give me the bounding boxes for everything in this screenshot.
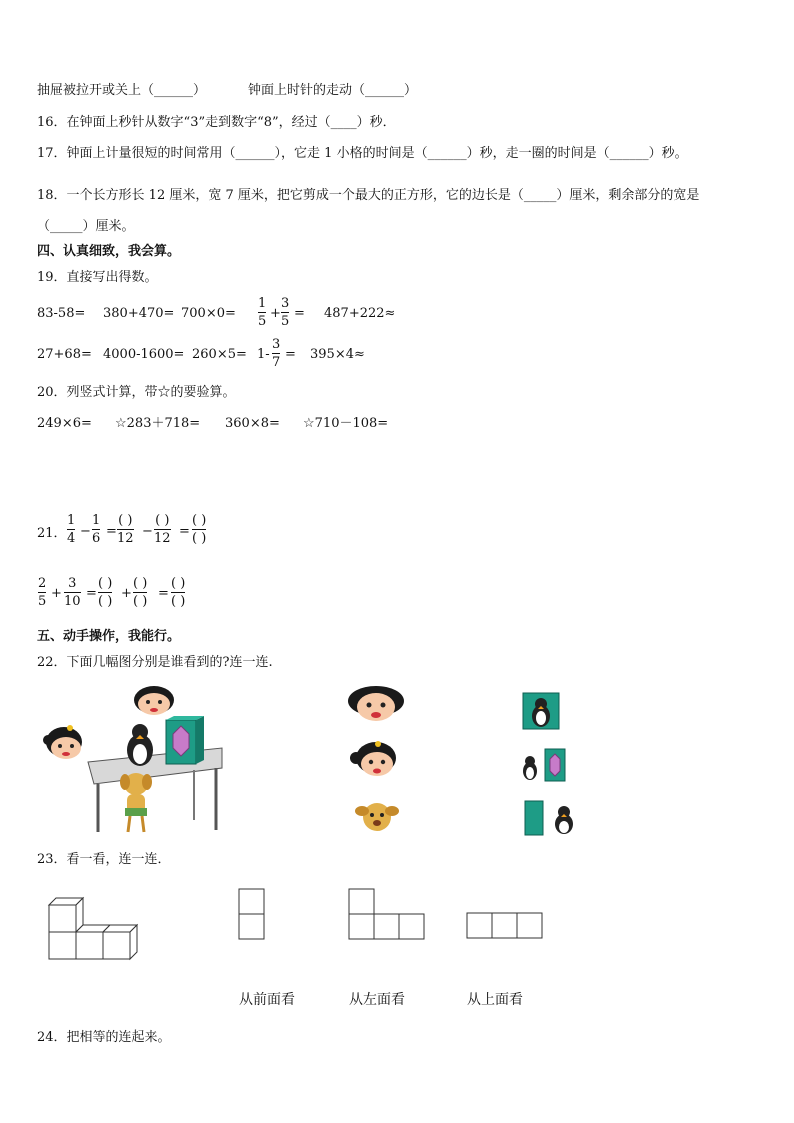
question-23: 23．看一看，连一连．	[37, 852, 171, 867]
fraction: 1 6	[92, 513, 101, 546]
view-l-shape-squares	[348, 888, 428, 942]
question-19: 19．直接写出得数。	[37, 270, 158, 285]
label-left-view: 从左面看	[349, 992, 405, 1008]
plus-sign: +	[270, 306, 281, 321]
view-penguin-front-of-box	[522, 692, 560, 730]
fraction-blank: ( ) 12	[154, 513, 171, 546]
equals-sign: =	[106, 524, 117, 539]
question-18-line1: 18．一个长方形长 12 厘米，宽 7 厘米，把它剪成一个最大的正方形，它的边长是（_____）厘米，剩余部分的宽是	[37, 188, 700, 203]
fraction-blank: ( ) ( )	[171, 576, 186, 609]
plus-sign: +	[51, 586, 62, 601]
calc-item: 380+470=	[103, 306, 175, 321]
plus-sign: +	[121, 586, 132, 601]
fraction: 2 5	[38, 576, 47, 609]
question-18-line2: （_____）厘米。	[37, 219, 135, 234]
calc-item: 395×4≈	[310, 347, 365, 362]
girl-head-icon	[348, 740, 402, 780]
equals-sign: =	[86, 586, 97, 601]
vertical-calc-item: 360×8=	[225, 416, 280, 431]
view-penguin-beside-box	[519, 747, 567, 783]
equals-sign: =	[285, 347, 296, 362]
calc-item: 700×0=	[181, 306, 236, 321]
label-top-view: 从上面看	[467, 992, 523, 1008]
question-24: 24．把相等的连起来。	[37, 1030, 171, 1045]
calc-item: 487+222≈	[324, 306, 396, 321]
vertical-calc-item: 249×6=	[37, 416, 92, 431]
question-21-number: 21．	[37, 526, 67, 541]
table-scene-illustration	[36, 680, 226, 840]
fraction-blank: ( ) ( )	[192, 513, 207, 546]
fraction: 1 5	[258, 296, 267, 329]
label-front-view: 从前面看	[239, 992, 295, 1008]
view-box-beside-penguin	[524, 800, 580, 836]
section-4-heading: 四、认真细致，我会算。	[37, 244, 181, 259]
fraction-blank: ( ) ( )	[133, 576, 148, 609]
fraction: 3 5	[281, 296, 290, 329]
question-22: 22．下面几幅图分别是谁看到的?连一连.	[37, 655, 273, 670]
view-three-squares-row	[466, 912, 546, 942]
minus-sign: −	[142, 524, 153, 539]
question-17: 17．钟面上计量很短的时间常用（______），它走 1 小格的时间是（______）秒，走一圈的时间是（______）秒。	[37, 146, 688, 161]
boy-head-icon	[346, 685, 406, 725]
cube-stack-3d	[46, 895, 138, 963]
equals-sign: =	[294, 306, 305, 321]
q15-blank-b: 钟面上时针的走动（______）	[248, 83, 418, 98]
minus-sign: −	[80, 524, 91, 539]
fraction: 1 4	[67, 513, 76, 546]
fraction: 3 10	[64, 576, 81, 609]
vertical-calc-item: ☆710－108=	[303, 416, 389, 431]
question-20: 20．列竖式计算，带☆的要验算。	[37, 385, 236, 400]
one-minus: 1-	[257, 347, 270, 362]
fraction-blank: ( ) ( )	[98, 576, 113, 609]
calc-item: 83-58=	[37, 306, 86, 321]
calc-item: 4000-1600=	[103, 347, 185, 362]
calc-item: 260×5=	[192, 347, 247, 362]
q15-blank-a: 抽屉被拉开或关上（______）	[37, 83, 207, 98]
equals-sign: =	[158, 586, 169, 601]
fraction-blank: ( ) 12	[117, 513, 134, 546]
question-16: 16．在钟面上秒针从数字“3”走到数字“8”，经过（____）秒．	[37, 115, 396, 130]
fraction: 3 7	[272, 337, 281, 370]
calc-item: 27+68=	[37, 347, 92, 362]
dog-head-icon	[354, 797, 400, 835]
section-5-heading: 五、动手操作，我能行。	[37, 629, 181, 644]
view-two-stacked-squares	[238, 888, 266, 942]
equals-sign: =	[179, 524, 190, 539]
vertical-calc-item: ☆283＋718=	[115, 416, 201, 431]
